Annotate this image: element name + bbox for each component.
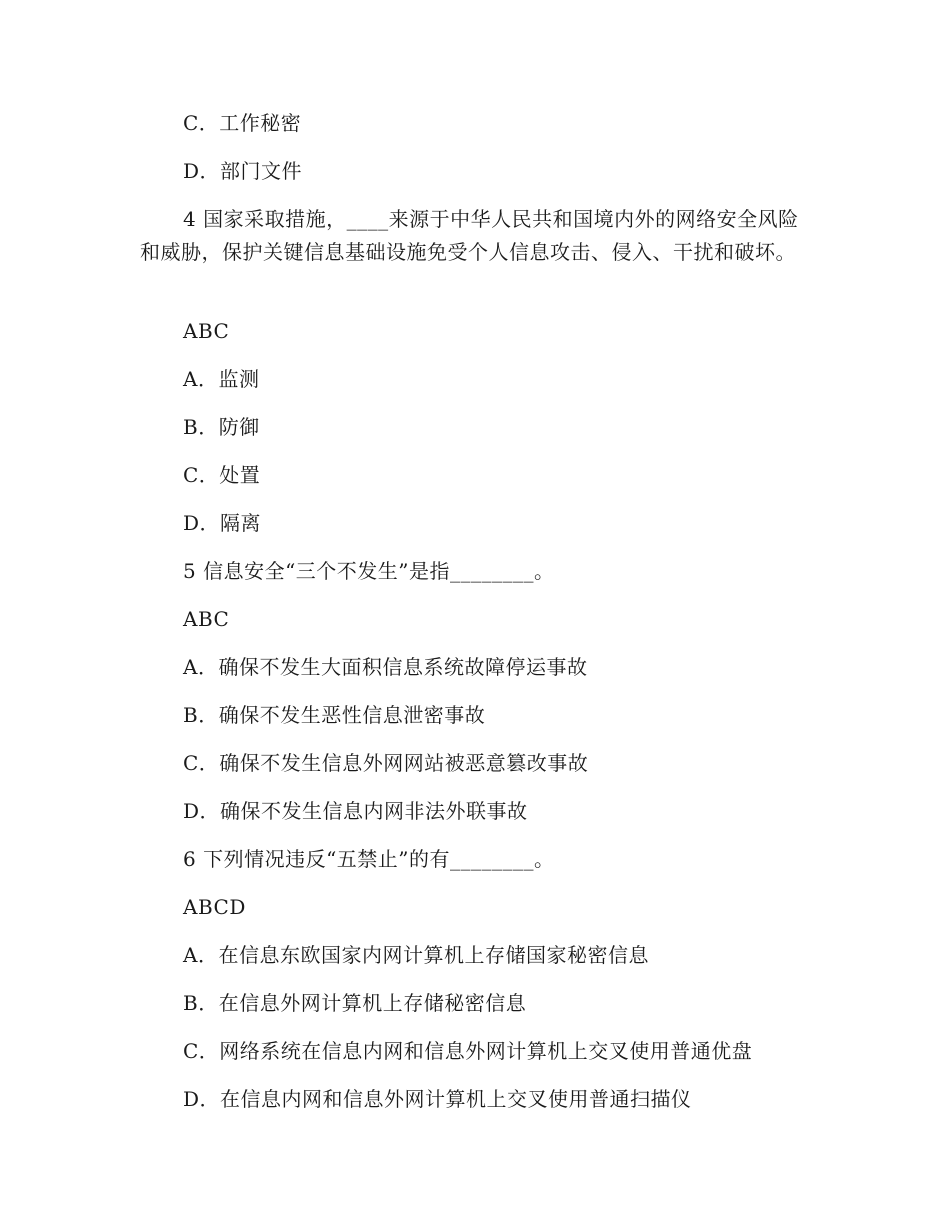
q5-answer: ABC xyxy=(183,607,230,631)
q5-option-c: C．确保不发生信息外网网站被恶意篡改事故 xyxy=(183,751,589,775)
q4-question-text: 4 国家采取措施，____来源于中华人民共和国境内外的网络安全风险和威胁，保护关键信息基础设施免受个人信息攻击、侵入、干扰和破坏。 xyxy=(140,207,799,264)
q5-option-a: A．确保不发生大面积信息系统故障停运事故 xyxy=(183,655,588,679)
q6-option-a: A．在信息东欧国家内网计算机上存储国家秘密信息 xyxy=(183,943,649,967)
q4-option-a: A．监测 xyxy=(183,367,260,391)
q3-option-d: D．部门文件 xyxy=(183,159,303,183)
q6-question-text: 6 下列情况违反“五禁止”的有________。 xyxy=(183,847,555,871)
q6-option-d: D．在信息内网和信息外网计算机上交叉使用普通扫描仪 xyxy=(183,1087,692,1111)
q4-answer: ABC xyxy=(183,319,230,343)
q3-option-c: C．工作秘密 xyxy=(183,111,302,135)
q5-option-d: D．确保不发生信息内网非法外联事故 xyxy=(183,799,528,823)
q4-option-b: B．防御 xyxy=(183,415,260,439)
q6-answer: ABCD xyxy=(183,895,246,919)
q5-option-b: B．确保不发生恶性信息泄密事故 xyxy=(183,703,486,727)
q4-option-d: D．隔离 xyxy=(183,511,262,535)
q6-option-c: C．网络系统在信息内网和信息外网计算机上交叉使用普通优盘 xyxy=(183,1039,753,1063)
q6-option-b: B．在信息外网计算机上存储秘密信息 xyxy=(183,991,527,1015)
q5-question-text: 5 信息安全“三个不发生”是指________。 xyxy=(183,559,555,583)
q4-option-c: C．处置 xyxy=(183,463,261,487)
